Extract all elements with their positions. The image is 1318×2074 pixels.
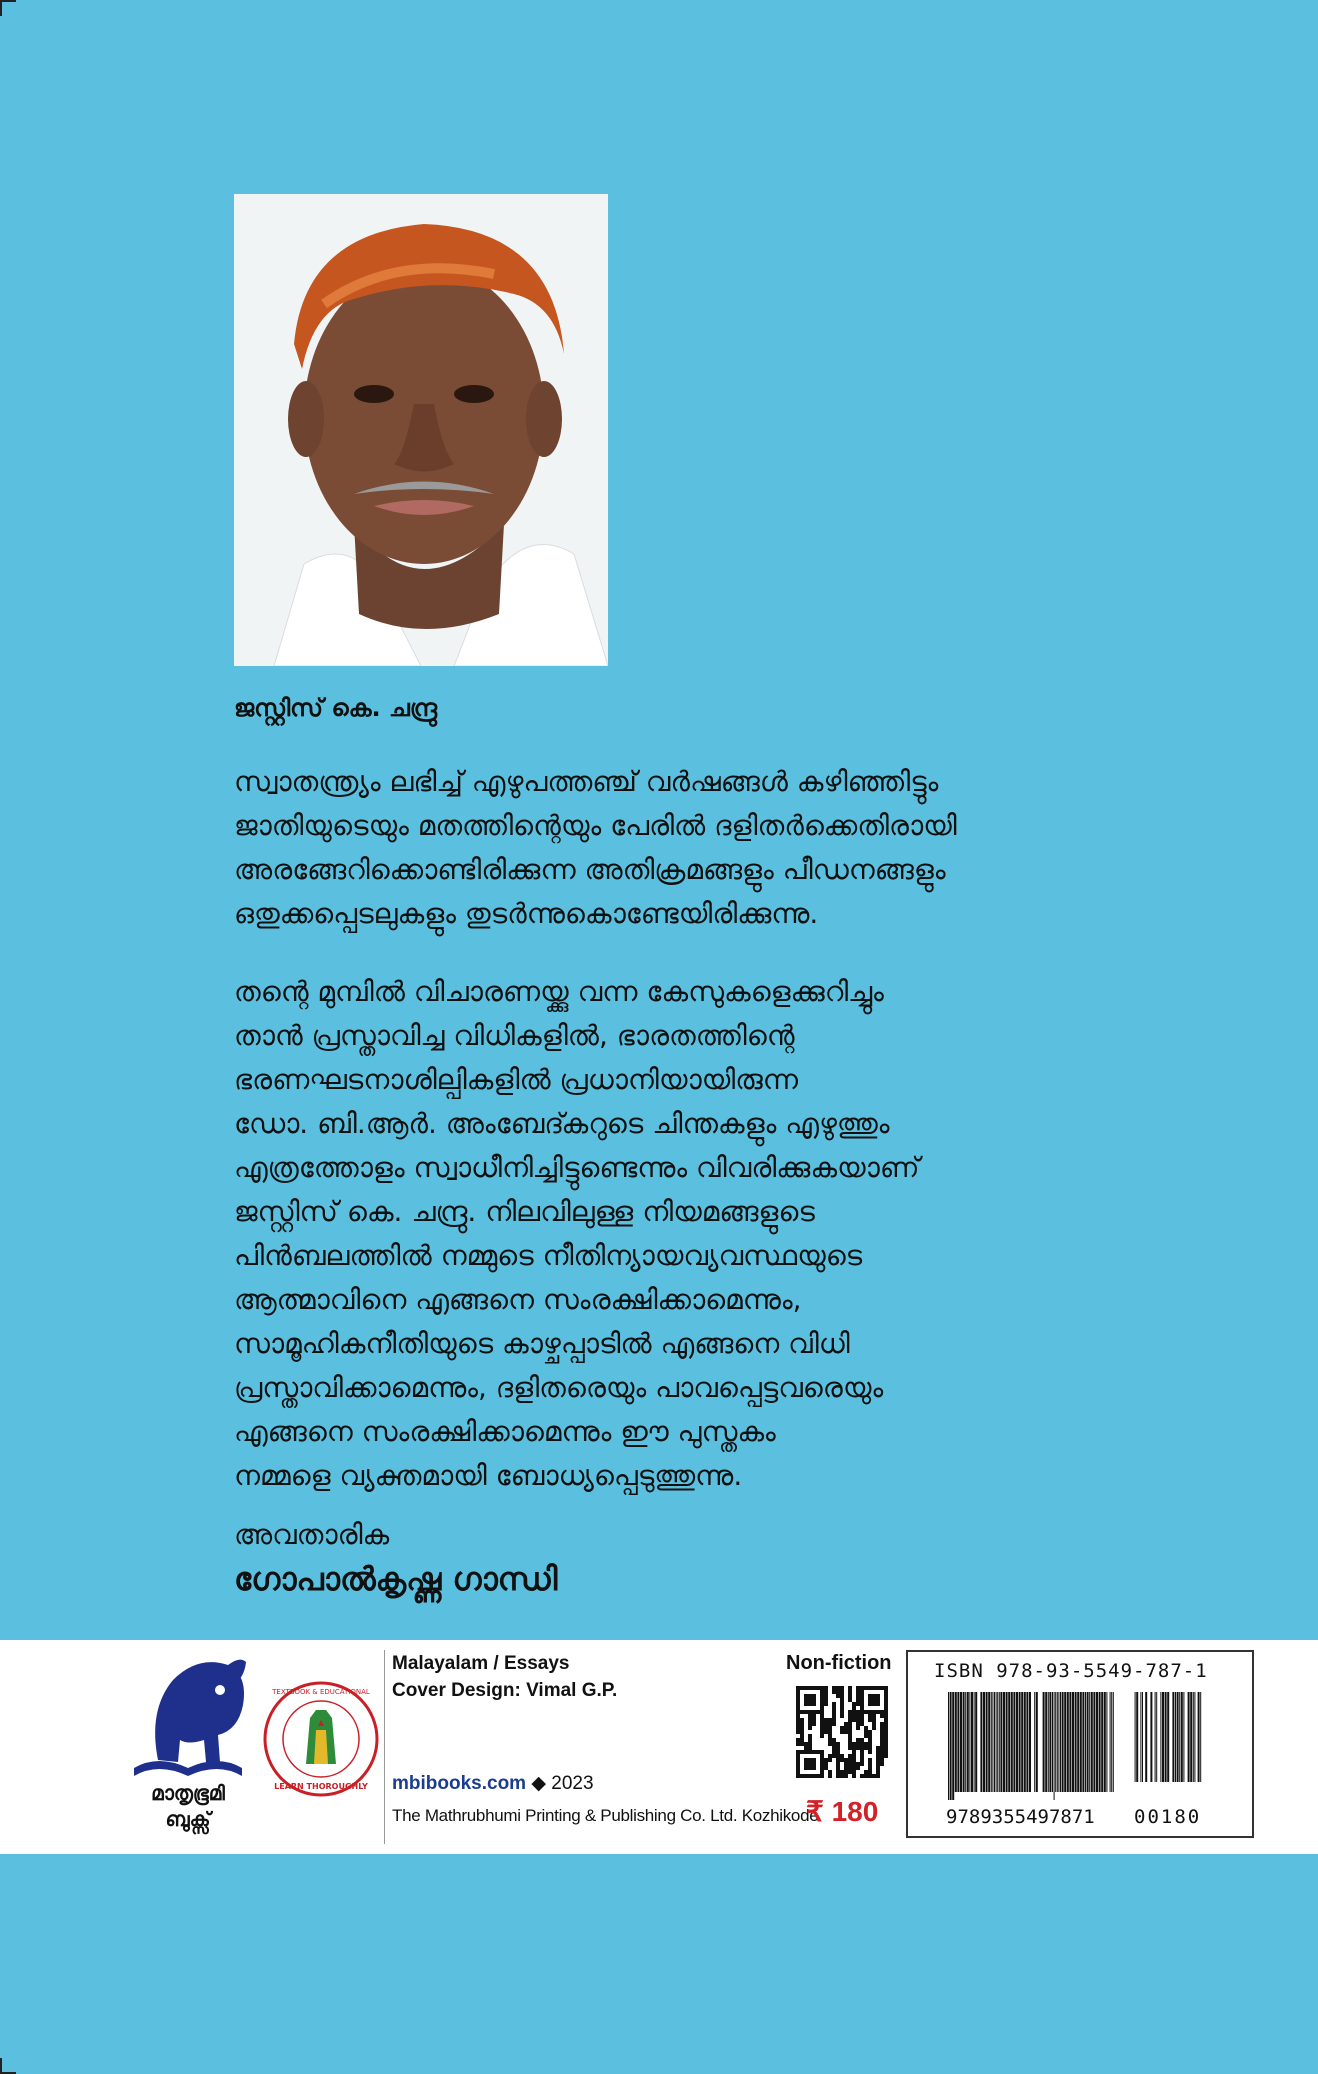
seal-bottom-text: LEARN THOROUGHLY — [274, 1782, 368, 1791]
website-line — [392, 1772, 594, 1795]
genre-label: Non-fiction — [786, 1652, 892, 1674]
cover-design-text: Cover Design: Vimal G.P. — [392, 1680, 618, 1701]
publisher-name-line-1: മാതൃഭൂമി — [151, 1781, 225, 1805]
year-text: 2023 — [551, 1773, 594, 1794]
publisher-text: The Mathrubhumi Printing & Publishing Co. Ltd. Kozhikode — [392, 1806, 819, 1825]
blurb-line: നമ്മളെ വ്യക്തമായി ബോധ്യപ്പെടുത്തുന്നു. — [234, 1459, 743, 1492]
barcode-number: 9789355497871 — [946, 1806, 1095, 1828]
blurb-line: താൻ പ്രസ്താവിച്ച വിധികളിൽ, ഭാരതത്തിന്റെ — [234, 1019, 795, 1052]
blurb-line: തന്റെ മുമ്പിൽ വിചാരണയ്ക്കു വന്ന കേസുകളെക്കുറിച്ചും — [234, 975, 884, 1008]
publisher-name-line-2: ബുക്സ് — [165, 1807, 211, 1831]
band-divider — [384, 1650, 385, 1844]
crop-mark-top-left — [0, 0, 16, 16]
website-link[interactable]: mbibooks.com — [392, 1773, 527, 1794]
separator-diamond: ◆ — [531, 1773, 546, 1794]
blurb-line: ജാതിയുടെയും മതത്തിന്റെയും പേരിൽ ദളിതർക്കെതിരായി — [234, 809, 957, 842]
barcode-addon-number: 00180 — [1134, 1806, 1202, 1828]
textbook-corporation-seal — [262, 1680, 380, 1798]
blurb-line: പ്രസ്താവിക്കാമെന്നും, ദളിതരെയും പാവപ്പെട്ടവരെയും — [234, 1371, 884, 1404]
blurb-line: സ്വാതന്ത്ര്യം ലഭിച്ച് എഴുപത്തഞ്ച് വർഷങ്ങൾ കഴിഞ്ഞിട്ടും — [234, 765, 939, 798]
blurb-line: സാമൂഹികനീതിയുടെ കാഴ്ചപ്പാടിൽ എങ്ങനെ വിധി — [234, 1327, 850, 1360]
seal-top-text: TEXTBOOK & EDUCATIONAL — [272, 1688, 370, 1696]
publisher-logo — [128, 1650, 248, 1831]
blurb-line: എങ്ങനെ സംരക്ഷിക്കാമെന്നും ഈ പുസ്തകം — [234, 1415, 776, 1448]
blurb-paragraph-1 — [234, 760, 1094, 936]
barcode — [948, 1692, 1218, 1802]
blurb-line: ജസ്റ്റിസ് കെ. ചന്ദ്രു. നിലവിലുള്ള നിയമങ്ങളുടെ — [234, 1195, 815, 1228]
blurb-line: പിൻബലത്തിൽ നമ്മുടെ നീതിന്യായവ്യവസ്ഥയുടെ — [234, 1239, 863, 1272]
introduction-author: ഗോപാൽകൃഷ്ണ ഗാന്ധി — [234, 1560, 558, 1598]
blurb-line: ഭരണഘടനാശില്പികളിൽ പ്രധാനിയായിരുന്ന — [234, 1063, 799, 1096]
author-photo — [234, 194, 608, 666]
author-caption: ജസ്റ്റിസ് കെ. ചന്ദ്രു — [234, 694, 437, 722]
elephant-book-logo-icon — [128, 1650, 248, 1778]
category-text: Malayalam / Essays — [392, 1653, 570, 1674]
blurb-line: ഡോ. ബി.ആർ. അംബേദ്കറുടെ ചിന്തകളും എഴുത്തും — [234, 1107, 890, 1140]
crop-mark-bottom-left — [0, 2058, 16, 2074]
blurb-line: ആത്മാവിനെ എങ്ങനെ സംരക്ഷിക്കാമെന്നും, — [234, 1283, 802, 1316]
qr-code[interactable] — [796, 1686, 888, 1778]
blurb-line: അരങ്ങേറിക്കൊണ്ടിരിക്കുന്ന അതിക്രമങ്ങളും പീഡനങ്ങളും — [234, 853, 946, 886]
blurb-line: ഒതുക്കപ്പെടലുകളും തുടർന്നുകൊണ്ടേയിരിക്കുന്നു. — [234, 897, 819, 930]
book-info — [392, 1650, 819, 1825]
introduction-label: അവതാരിക — [234, 1518, 390, 1551]
isbn-barcode-box — [906, 1650, 1254, 1838]
blurb-line: എത്രത്തോളം സ്വാധീനിച്ചിട്ടുണ്ടെന്നും വിവരിക്കുകയാണ് — [234, 1151, 920, 1184]
blurb-paragraph-2 — [234, 970, 1094, 1498]
isbn-label: ISBN 978-93-5549-787-1 — [934, 1660, 1208, 1682]
price-text: ₹ 180 — [806, 1796, 879, 1827]
